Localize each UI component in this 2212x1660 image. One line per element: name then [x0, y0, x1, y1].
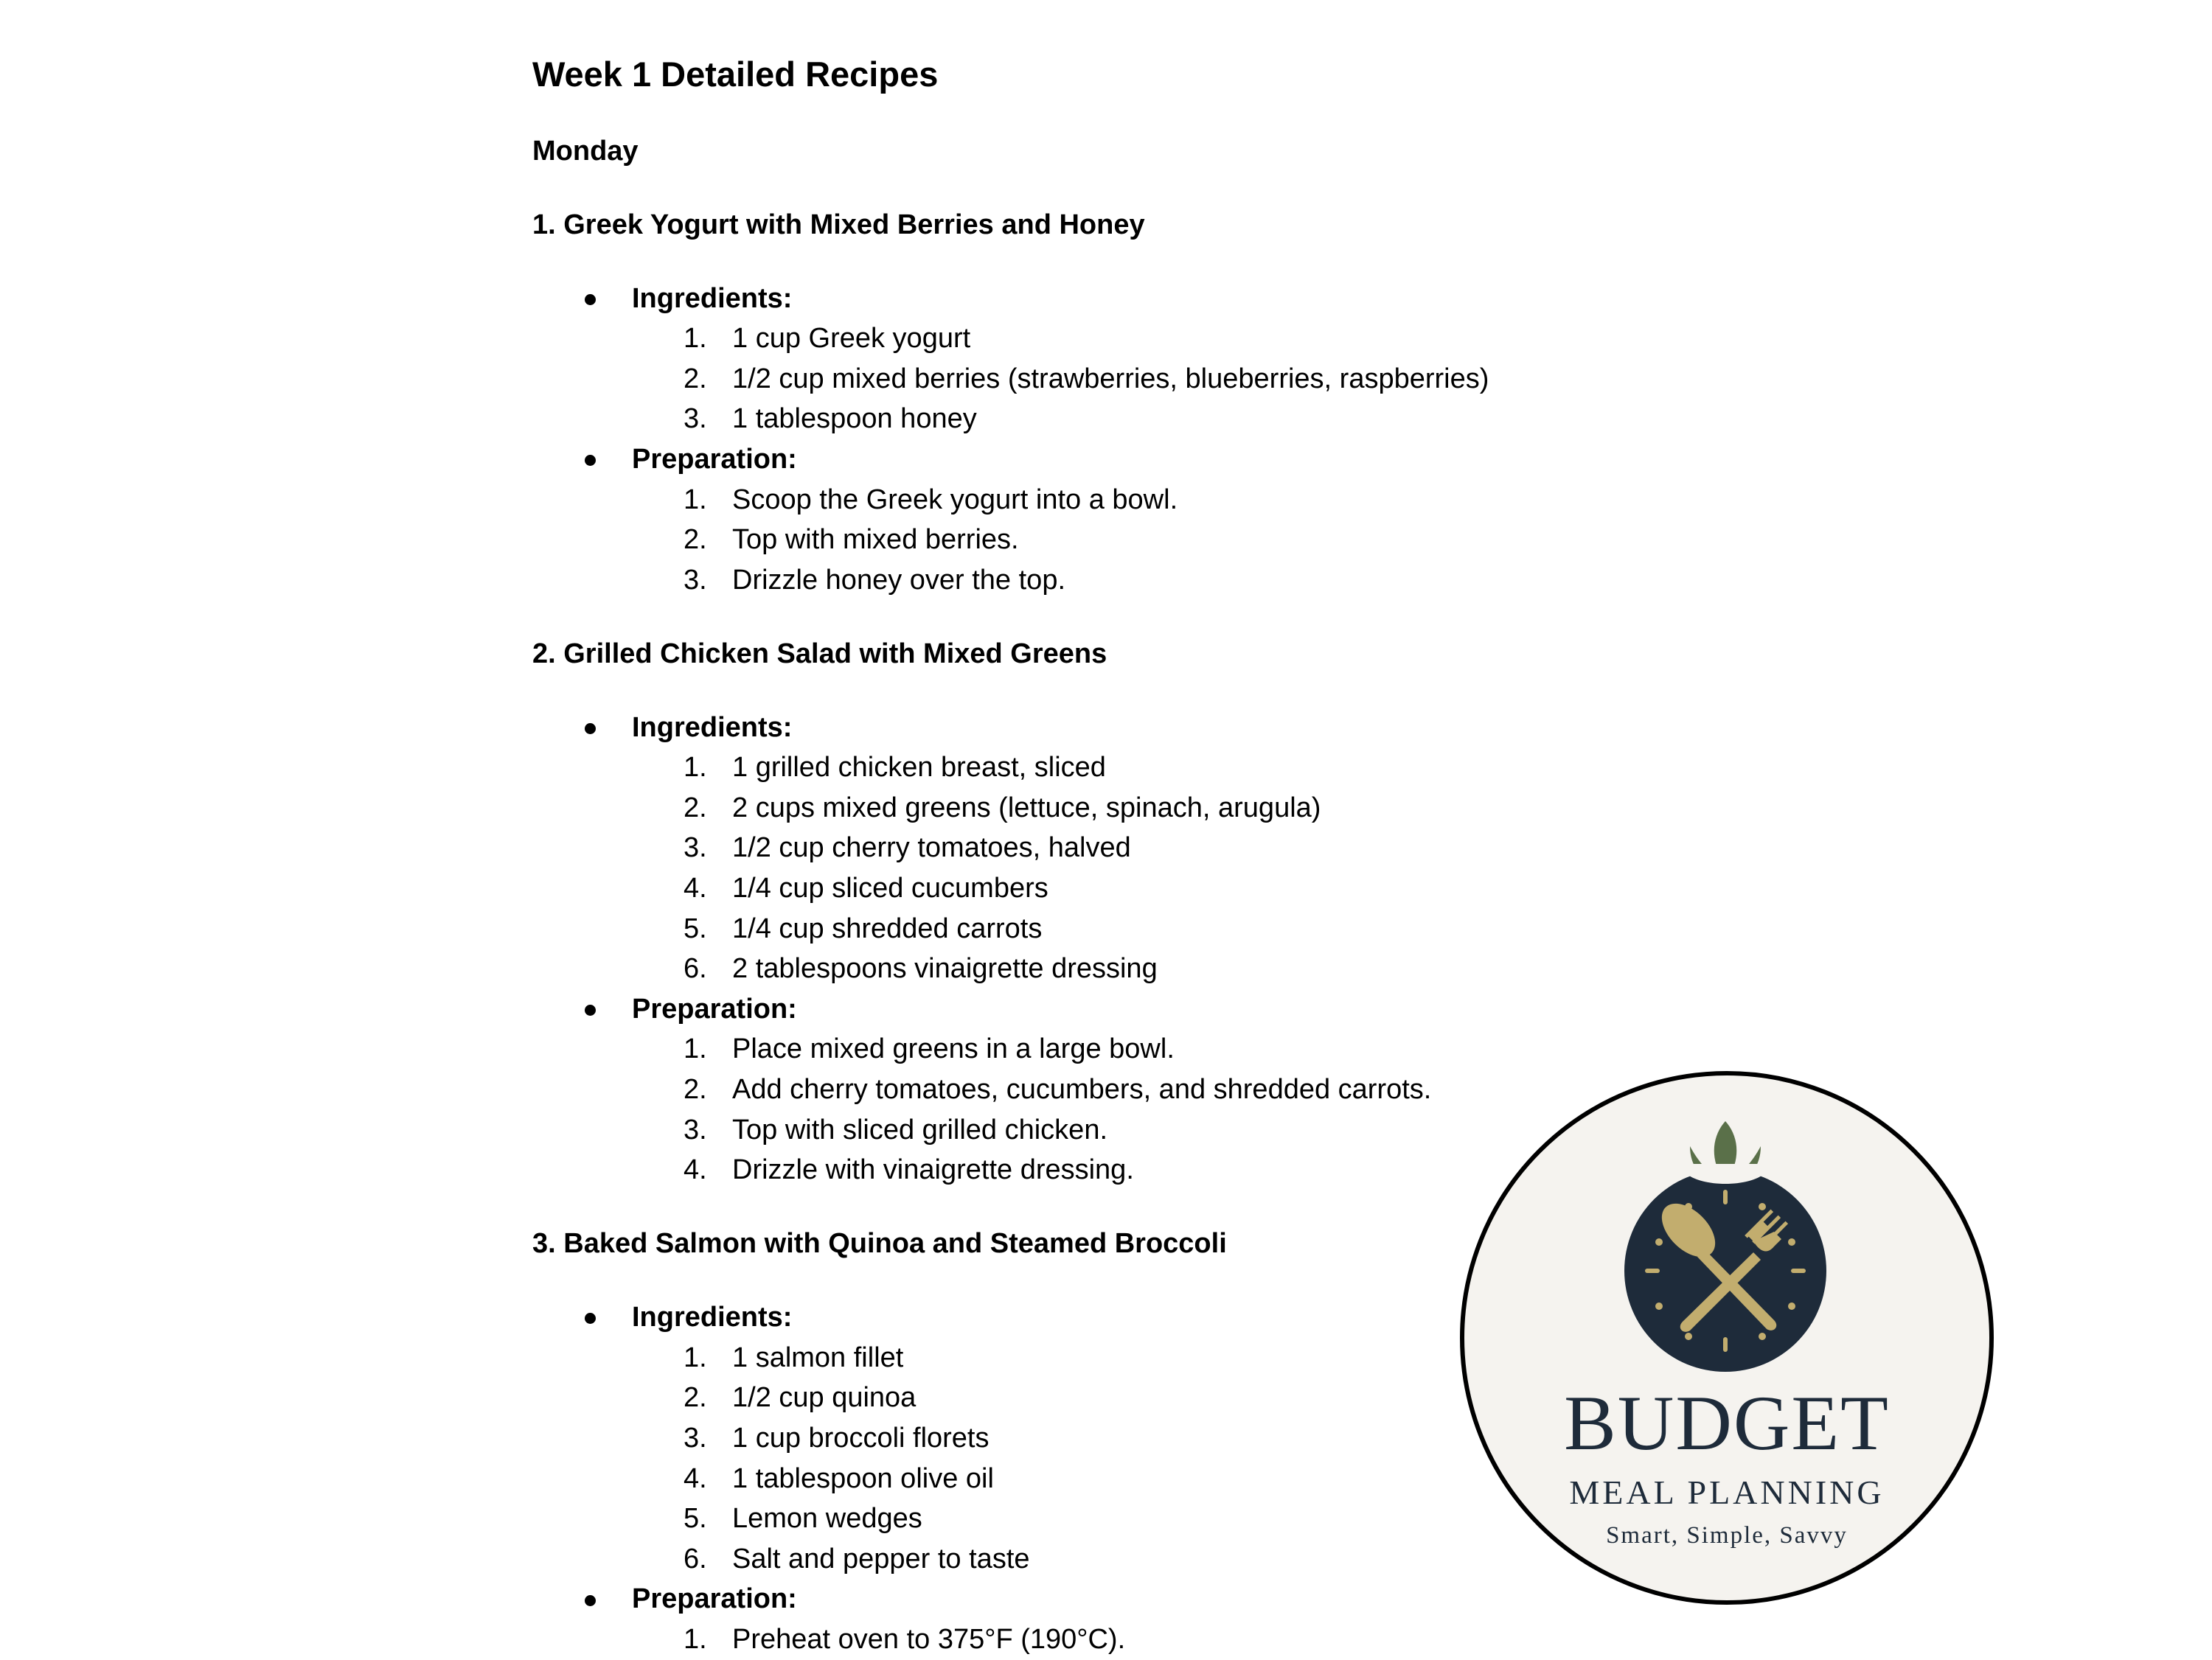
bullet-icon	[585, 1595, 596, 1606]
preparation-step: 1. Place mixed greens in a large bowl.	[684, 1033, 1175, 1065]
recipe-title: 1. Greek Yogurt with Mixed Berries and Honey	[532, 209, 1145, 240]
ingredient-item: 2. 2 cups mixed greens (lettuce, spinach, arugula)	[684, 792, 1321, 823]
ingredient-item: 5. 1/4 cup shredded carrots	[684, 913, 1043, 944]
preparation-section-label: Preparation:	[532, 1579, 1712, 1619]
ingredient-item: 1. 1 cup Greek yogurt	[684, 323, 971, 355]
page-title: Week 1 Detailed Recipes	[532, 55, 939, 94]
ingredient-item: 6. 2 tablespoons vinaigrette dressing	[684, 953, 1158, 985]
ingredient-item: 4. 1/4 cup sliced cucumbers	[684, 873, 1048, 904]
ingredient-item: 1. 1 grilled chicken breast, sliced	[684, 752, 1106, 784]
recipe-1	[532, 205, 1712, 601]
preparation-step: 3. Top with sliced grilled chicken.	[684, 1114, 1108, 1145]
preparation-section-label: Preparation:	[532, 989, 1712, 1030]
bullet-icon	[585, 1005, 596, 1016]
bullet-icon	[585, 1313, 596, 1324]
day-heading: Monday	[532, 135, 639, 167]
brand-tagline: Smart, Simple, Savvy	[1606, 1522, 1848, 1549]
ingredient-item: 3. 1/2 cup cherry tomatoes, halved	[684, 832, 1131, 864]
ingredient-item: 1. 1 salmon fillet	[684, 1342, 904, 1373]
preparation-step: 4. Drizzle with vinaigrette dressing.	[684, 1154, 1134, 1186]
preparation-section-label: Preparation:	[532, 439, 1712, 480]
brand-subtitle: MEAL PLANNING	[1569, 1474, 1885, 1511]
preparation-step: 3. Drizzle honey over the top.	[684, 564, 1066, 596]
preparation-step: 1. Scoop the Greek yogurt into a bowl.	[684, 484, 1178, 515]
recipe-title: 2. Grilled Chicken Salad with Mixed Greens	[532, 638, 1107, 669]
ingredient-item: 4. 1 tablespoon olive oil	[684, 1462, 994, 1494]
preparation-step: 1. Preheat oven to 375°F (190°C).	[684, 1623, 1126, 1655]
recipe-title: 3. Baked Salmon with Quinoa and Steamed Broccoli	[532, 1228, 1227, 1260]
ingredient-item: 3. 1 tablespoon honey	[684, 403, 977, 435]
ingredient-item: 6. Salt and pepper to taste	[684, 1543, 1030, 1574]
ingredients-section-label: Ingredients:	[532, 279, 1712, 319]
preparation-step: 2. Top with mixed berries.	[684, 524, 1019, 556]
ingredient-item: 2. 1/2 cup mixed berries (strawberries, blueberries, raspberries)	[684, 363, 1489, 394]
clock-face-icon	[1624, 1164, 1826, 1372]
ingredient-item: 2. 1/2 cup quinoa	[684, 1382, 917, 1414]
ingredients-section-label: Ingredients:	[532, 1297, 1712, 1338]
brand-name: BUDGET	[1564, 1380, 1890, 1466]
ingredient-item: 3. 1 cup broccoli florets	[684, 1422, 990, 1454]
bullet-icon	[585, 723, 596, 734]
ingredients-section-label: Ingredients:	[532, 708, 1712, 748]
bullet-icon	[585, 455, 596, 466]
ingredient-item: 5. Lemon wedges	[684, 1503, 922, 1535]
preparation-step: 2. Add cherry tomatoes, cucumbers, and shredded carrots.	[684, 1074, 1432, 1106]
bullet-icon	[585, 294, 596, 305]
budget-meal-planning-logo	[1460, 1071, 1994, 1605]
